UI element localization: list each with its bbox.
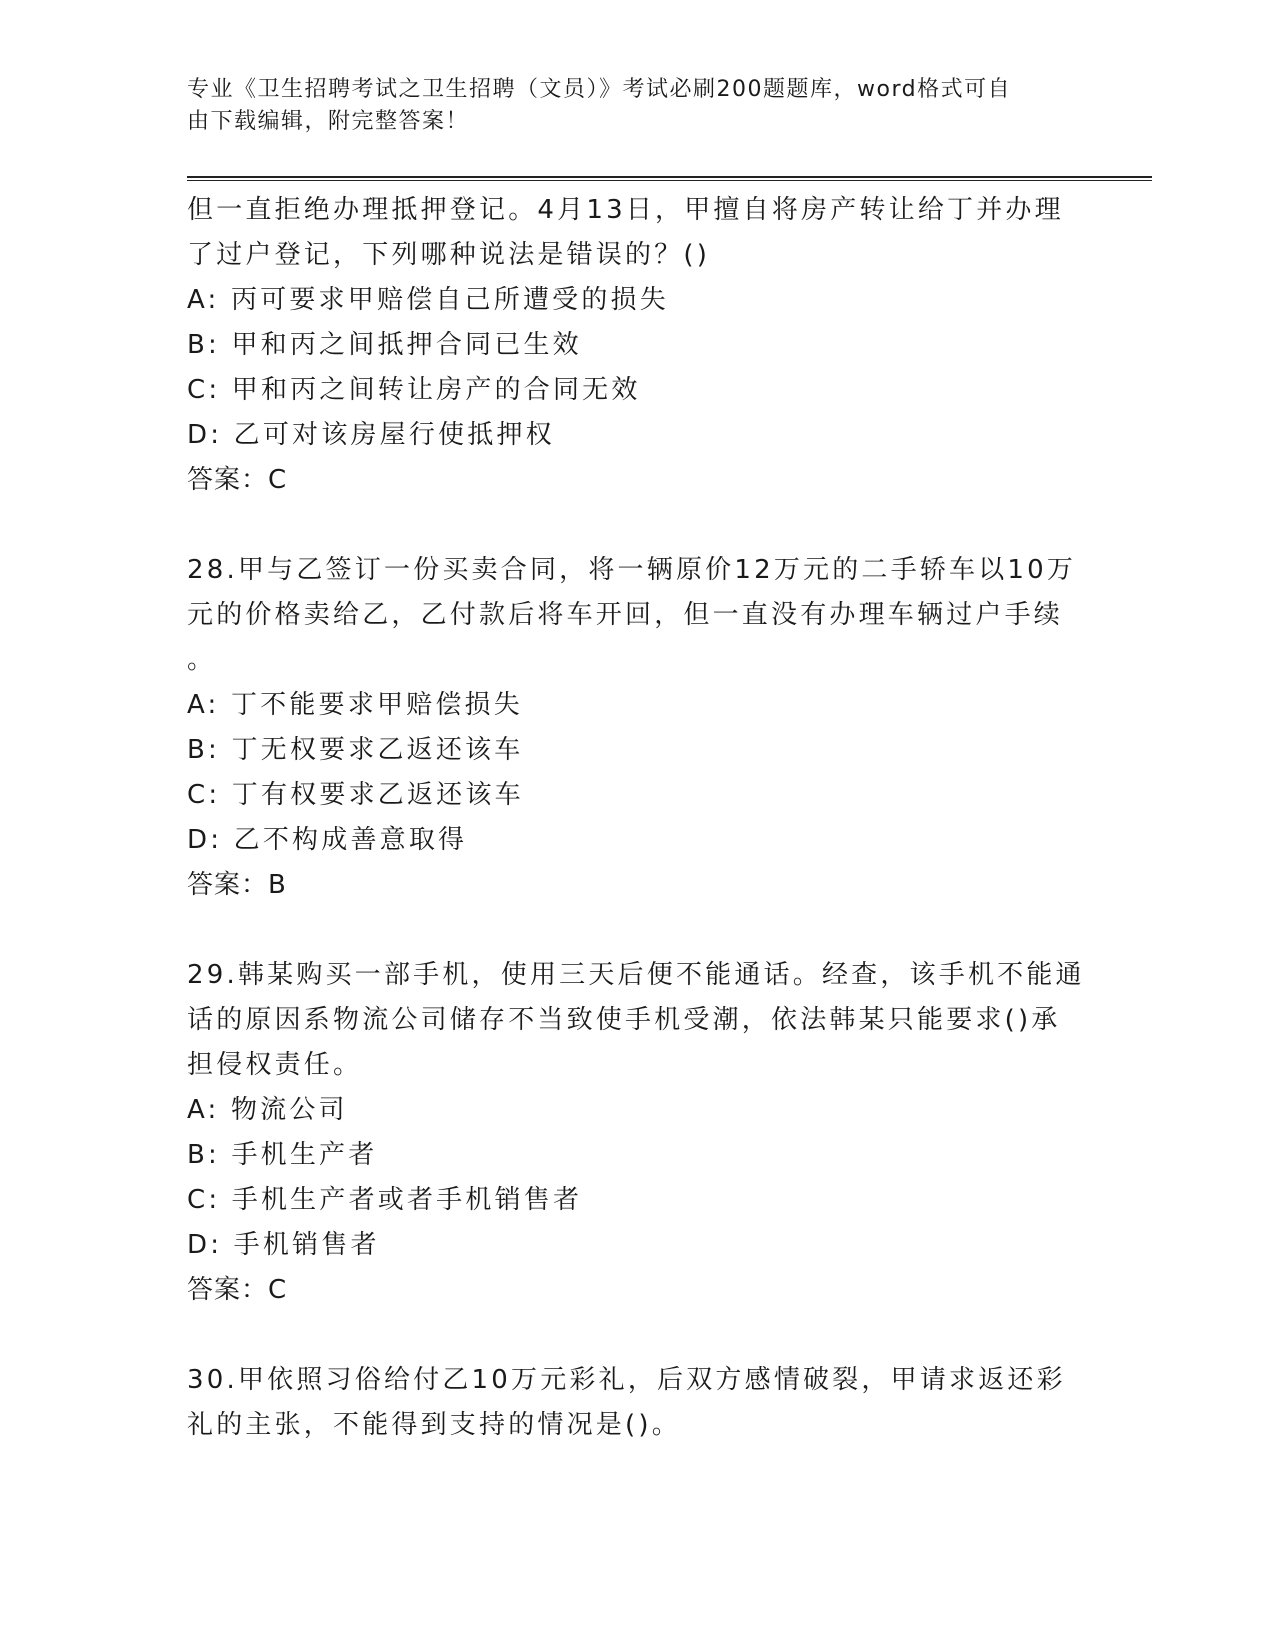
header-line-1: 专业《卫生招聘考试之卫生招聘（文员）》考试必刷200题题库，word格式可自 [187,77,1012,102]
option-c: C: 甲和丙之间转让房产的合同无效 [187,375,641,405]
question-text-line: 但一直拒绝办理抵押登记。4月13日，甲擅自将房产转让给丁并办理 [187,195,1064,225]
question-text-line: 担侵权责任。 [187,1050,363,1080]
question-30 [187,1358,1087,1448]
spacer [187,908,1087,953]
question-list [187,188,1087,1448]
option-d: D: 乙不构成善意取得 [187,825,468,855]
question-text-line: 29.韩某购买一部手机，使用三天后便不能通话。经查，该手机不能通 [187,960,1085,990]
header-divider [187,176,1152,181]
page-header [187,74,1067,138]
question-27-continuation [187,188,1087,503]
option-b: B: 甲和丙之间抵押合同已生效 [187,330,582,360]
header-line-2: 由下载编辑，附完整答案！ [187,109,470,134]
question-text-line: 30.甲依照习俗给付乙10万元彩礼，后双方感情破裂，甲请求返还彩 [187,1365,1066,1395]
spacer [187,503,1087,548]
option-b: B: 手机生产者 [187,1140,378,1170]
answer-line: 答案：B [187,870,287,900]
answer-line: 答案：C [187,1275,288,1305]
question-text-line: 话的原因系物流公司储存不当致使手机受潮，依法韩某只能要求()承 [187,1005,1061,1035]
question-text-line: 礼的主张，不能得到支持的情况是()。 [187,1410,681,1440]
option-a: A: 丙可要求甲赔偿自己所遭受的损失 [187,285,669,315]
question-28 [187,548,1087,908]
spacer [187,1313,1087,1358]
option-c: C: 丁有权要求乙返还该车 [187,780,524,810]
option-d: D: 乙可对该房屋行使抵押权 [187,420,555,450]
option-a: A: 物流公司 [187,1095,348,1125]
option-d: D: 手机销售者 [187,1230,380,1260]
question-text-line: 28.甲与乙签订一份买卖合同，将一辆原价12万元的二手轿车以10万 [187,555,1077,585]
question-text-line: 。 [187,645,217,675]
question-text-line: 了过户登记，下列哪种说法是错误的？() [187,240,711,270]
answer-line: 答案：C [187,465,288,495]
question-29 [187,953,1087,1313]
option-a: A: 丁不能要求甲赔偿损失 [187,690,523,720]
option-b: B: 丁无权要求乙返还该车 [187,735,524,765]
option-c: C: 手机生产者或者手机销售者 [187,1185,583,1215]
question-text-line: 元的价格卖给乙，乙付款后将车开回，但一直没有办理车辆过户手续 [187,600,1064,630]
